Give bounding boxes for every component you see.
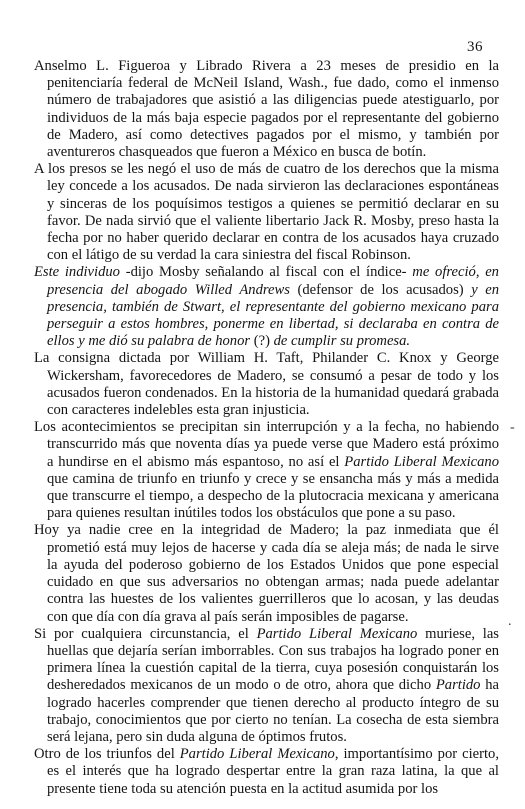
paragraph [34,522,499,625]
page-number: 36 [467,39,483,55]
body-text [34,58,499,798]
italic-text: Este individuo [34,264,120,281]
text-run: Si por cualquiera circunstancia, el [34,625,257,642]
text-run: Los acontecimientos se precipitan sin interrupción y a la fecha, no habiendo transcurrido más que noventa días ya puede verse que Madero está próximo a hundirse en el abismo más espantoso, no así el [34,419,499,470]
paragraph [34,161,499,264]
text-run: (defensor de los acusados) [289,281,472,298]
margin-mark: . [508,614,512,629]
text-run: (?) [250,333,274,350]
paragraph [34,264,499,350]
margin-mark: - [510,420,515,435]
paragraph [34,746,499,798]
paragraph [34,58,499,161]
italic-text: y en presencia, también de Stwart, el representante del gobierno mexicano para perseguir a estos hombres, ponerme en libertad, si declaraba en contra de ellos y me dió su palabra de honor [47,281,500,350]
text-run: que camina de triunfo en triunfo y crece y se ensancha más y más a medida que transcurre el tiempo, a despecho de la plutocracia mexicana y americana para quienes resultan inútiles todos los obstáculos que pone a su paso. [47,470,499,522]
paragraph [34,350,499,419]
paragraph [34,626,499,746]
text-run: muriese, las huellas que dejaría serían imborrables. Con sus trabajos ha logrado poner en primera línea la cuestión capital de la tierra, cuya posesión conquistarán los desheredados mexicanos de un modo o de otro, ahora que dicho [47,625,499,694]
text-run: A los presos se les negó el uso de más de cuatro de los derechos que la misma ley concede a los acusados. De nada sirvieron las declaraciones espontáneas y sinceras de los poquísimos testigos a quienes se permitió declarar en su favor. De nada sirvió que el valiente libertario Jack R. Mosby, preso hasta la fecha por no haber querido declarar en contra de los acusados haya cruzado con el látigo de su verdad la cara siniestra del fiscal Robinson. [34,161,499,264]
text-run: Anselmo L. Figueroa y Librado Rivera a 23 meses de presidio en la penitenciaría federal de McNeil Island, Wash., fue dado, como el inmenso número de trabajadores que asistió a las diligencias puede atestiguarlo, por individuos de la más baja especie pagados por el representante del gobierno de Madero, así como detectives pagados por el mismo, y también por aventureros chasqueados que fueron a México en busca de botín. [34,58,499,161]
italic-text: Partido Liberal Mexicano [256,625,418,642]
text-run: La consigna dictada por William H. Taft, Philander C. Knox y George Wickersham, favorecedores de Madero, se consumó a pesar de todo y los acusados fueron condenados. En la historia de la humanidad quedará grabada con caracteres indelebles esta gran injusticia. [34,350,499,419]
text-run: , importantísimo por cierto, es el interés que ha logrado despertar entre la gran raza latina, la que al presente tiene toda su atención puesta en la actitud asumida por los [47,746,499,797]
italic-text: me ofreció, en presencia del abogado Willed Andrews [47,264,499,298]
italic-text: Partido Liberal Mexicano [344,453,500,470]
text-run: ha logrado hacerles comprender que tienen derecho al producto íntegro de su trabajo, conocimientos que por cierto no tenían. La cosecha de esta siembra será lejana, pero sin duda alguna de óptimos frutos. [47,677,499,745]
text-run: Hoy ya nadie cree en la integridad de Madero; la paz inmediata que él prometió está muy lejos de hacerse y cada día se aleja más; de nada le sirve la ayuda del poderoso gobierno de los Estados Unidos que pone especial cuidado en que sus adversarios no obtengan armas; nada puede adelantar contra las huestes de los valientes guerrilleros que lo acosan, y las deudas con que día con día grava al país serán imposibles de pagarse. [34,522,499,625]
text-run: -dijo Mosby señalando al fiscal con el índice- [119,264,413,281]
text-run: Otro de los triunfos del [34,746,180,763]
italic-text: Partido Liberal Mexicano [179,746,335,763]
italic-text: Partido [435,677,481,694]
paragraph [34,419,499,522]
italic-text: de cumplir su promesa. [273,333,411,350]
